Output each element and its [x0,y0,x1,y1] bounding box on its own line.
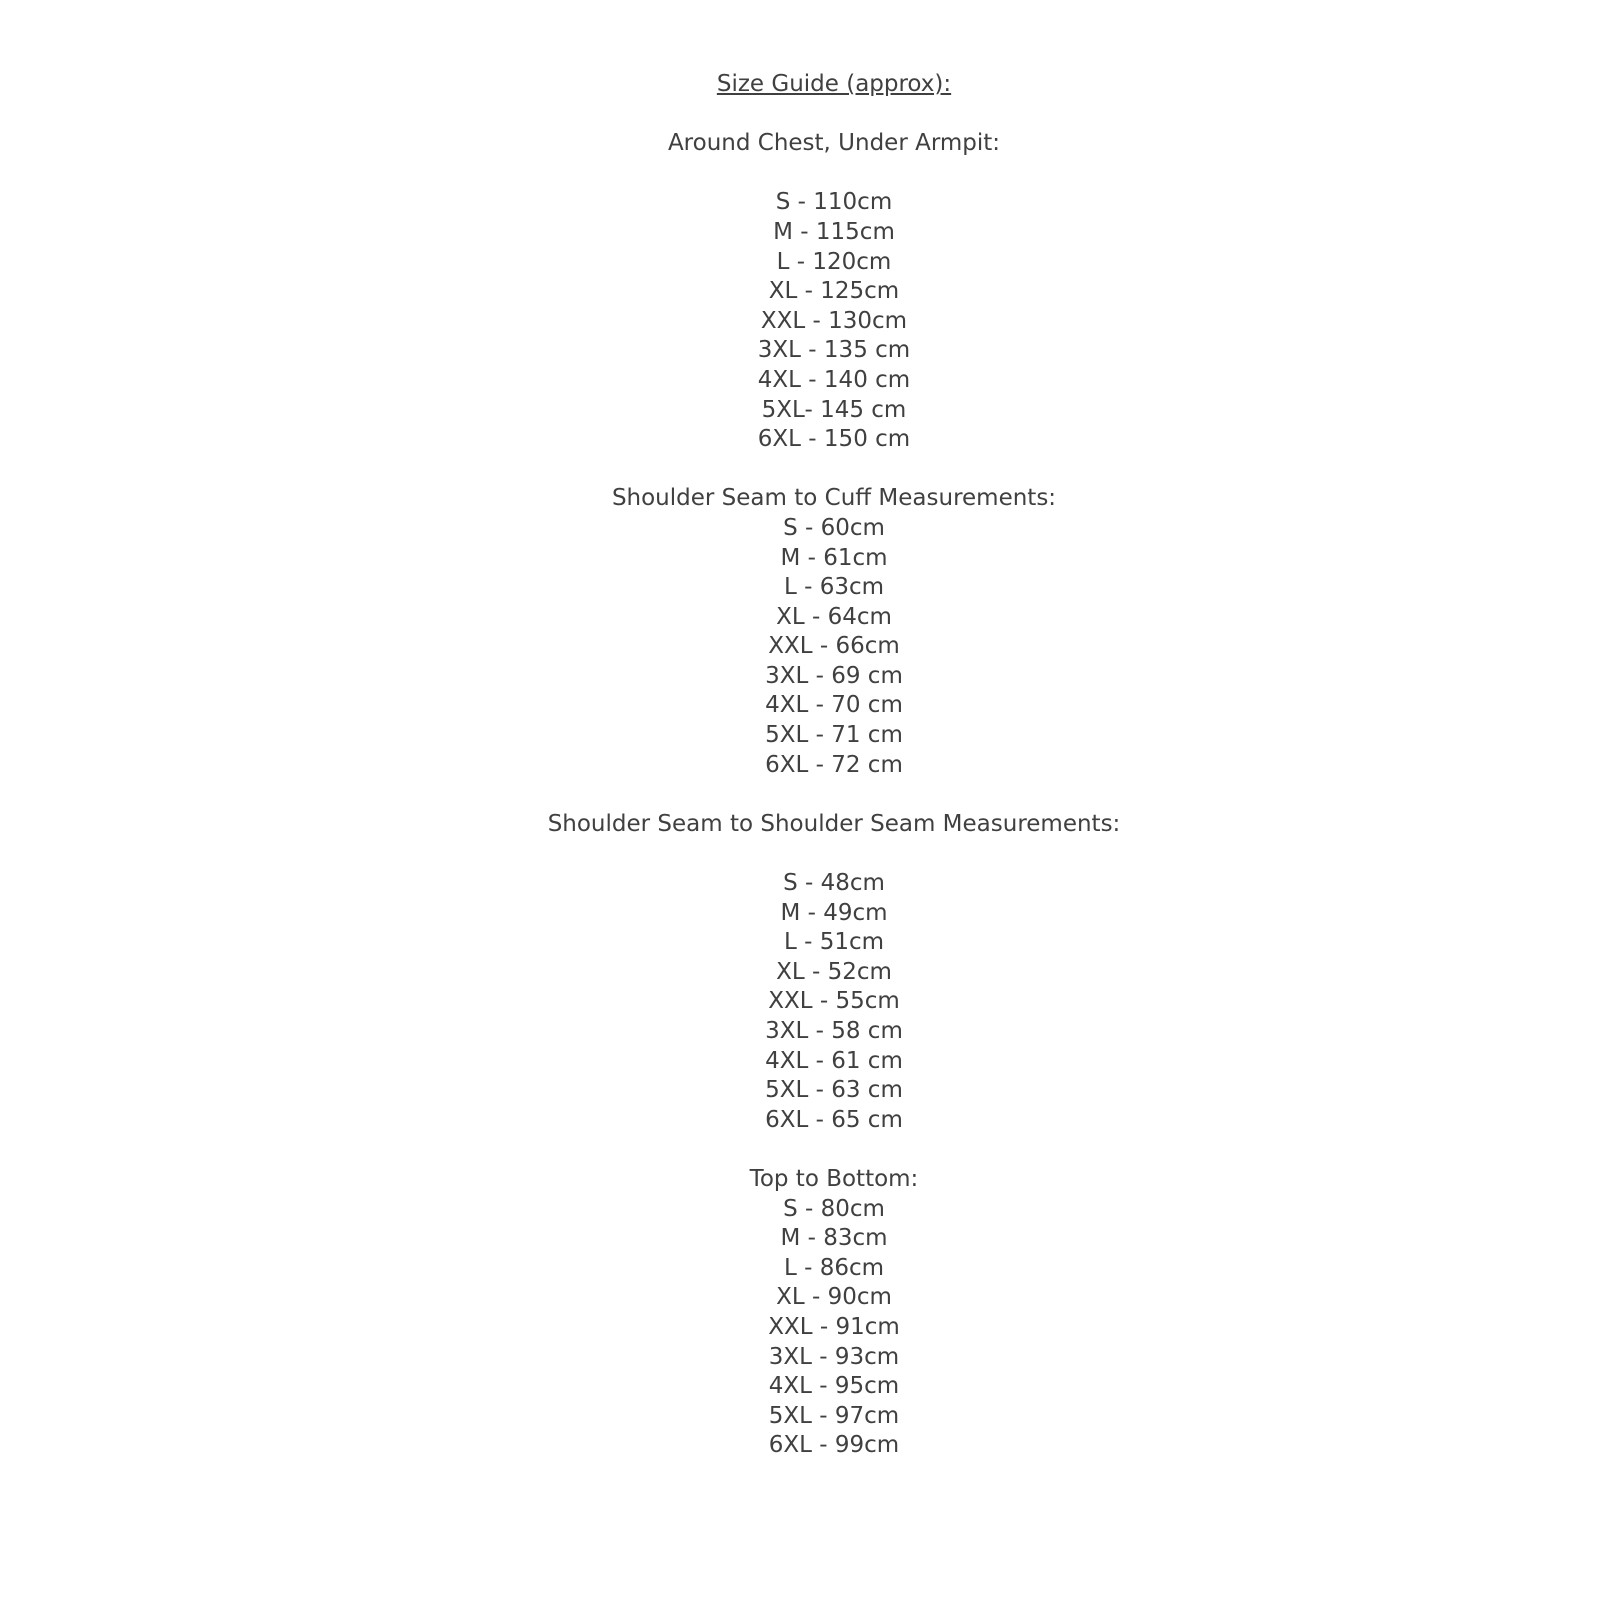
blank-line [68,455,1600,485]
size-row: XXL - 55cm [768,988,900,1015]
size-row: 5XL - 97cm [768,1402,900,1429]
blank-line [68,159,1600,189]
size-row: 4XL - 70 cm [765,692,903,719]
size-row: 4XL - 95cm [768,1373,900,1400]
size-row: S - 110cm [775,189,893,216]
size-row: M - 83cm [780,1225,888,1252]
size-row: 3XL - 69 cm [765,662,903,689]
size-row: 6XL - 65 cm [765,1106,903,1133]
size-row: XL - 125cm [768,278,900,305]
size-row: 3XL - 135 cm [757,337,911,364]
size-row: L - 63cm [783,574,885,601]
size-row: 6XL - 150 cm [757,426,911,453]
section-heading-around-chest: Around Chest, Under Armpit: [667,130,1001,157]
blank-line [68,100,1600,130]
size-row: M - 115cm [773,218,895,245]
size-row: XXL - 66cm [768,633,900,660]
size-guide-title: Size Guide (approx): [716,71,952,97]
size-row: 6XL - 99cm [768,1432,900,1459]
size-row: XL - 52cm [776,958,892,985]
section-heading-seam-to-cuff: Shoulder Seam to Cuff Measurements: [611,485,1057,512]
size-guide-content [68,70,1600,1461]
size-row: L - 51cm [783,929,885,956]
size-row: 5XL - 63 cm [765,1077,903,1104]
section-heading-seam-to-seam: Shoulder Seam to Shoulder Seam Measurements: [547,810,1121,837]
size-row: L - 120cm [776,248,892,275]
size-row: S - 80cm [783,1195,885,1222]
size-row: 6XL - 72 cm [765,751,903,778]
size-row: 3XL - 58 cm [765,1018,903,1044]
size-row: XL - 90cm [776,1284,892,1311]
size-row: 3XL - 93cm [768,1343,900,1370]
size-row: S - 60cm [783,514,885,541]
blank-line [68,1135,1600,1165]
section-heading-top-to-bottom: Top to Bottom: [749,1165,919,1192]
size-row: 5XL - 71 cm [765,722,903,749]
size-row: M - 61cm [780,544,888,571]
size-row: XXL - 130cm [760,307,908,334]
size-row: M - 49cm [780,899,888,926]
blank-line [68,839,1600,869]
size-row: 4XL - 61 cm [765,1047,903,1074]
size-row: 5XL- 145 cm [761,396,907,423]
size-row: XL - 64cm [776,603,892,630]
blank-line [68,780,1600,810]
size-row: S - 48cm [783,870,885,897]
size-row: XXL - 91cm [768,1313,900,1340]
size-row: 4XL - 140 cm [757,366,911,393]
size-row: L - 86cm [783,1254,885,1281]
